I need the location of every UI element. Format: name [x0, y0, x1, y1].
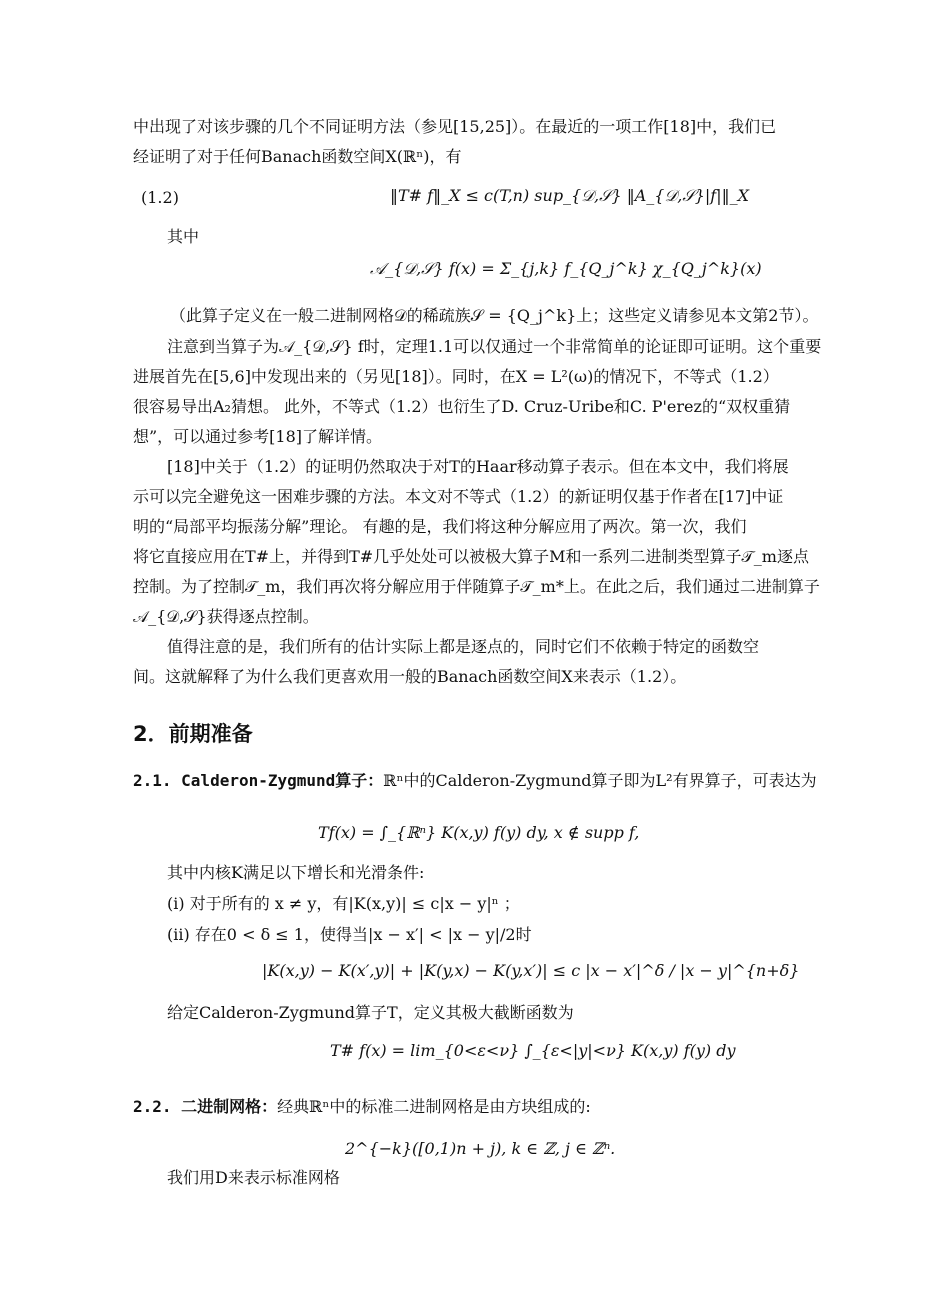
text-line: 我们用D来表示标准网格 [167, 1168, 340, 1187]
text-line: 𝒜_{𝒟,𝒮}获得逐点控制。 [133, 607, 319, 626]
text-line: 将它直接应用在T#上，并得到T#几乎处处可以被极大算子M和一系列二进制类型算子𝒯_m逐点 [133, 547, 809, 566]
subsection-text: 经典ℝⁿ中的标准二进制网格是由方块组成的: [277, 1097, 591, 1116]
text-line: 其中 [167, 227, 200, 246]
text-line: 给定Calderon-Zygmund算子T，定义其极大截断函数为 [167, 1003, 574, 1022]
equation-number: (1.2) [141, 188, 179, 207]
equation-1-2: ‖T# f‖_X ≤ c(T,n) sup_{𝒟,𝒮} ‖A_{𝒟,𝒮}|f|‖_X [390, 186, 749, 205]
subsection-label: 2.1. Calderon-Zygmund算子： [133, 771, 384, 790]
text-line: 中出现了对该步骤的几个不同证明方法（参见[15,25]）。在最近的一项工作[18]中，我们已 [133, 117, 777, 136]
text-line: 想”，可以通过参考[18]了解详情。 [133, 427, 383, 446]
text-line: 明的“局部平均振荡分解”理论。 有趣的是，我们将这种分解应用了两次。第一次，我们 [133, 517, 747, 536]
text-line: （此算子定义在一般二进制网格𝒟的稀疏族𝒮 = {Q_j^k}上；这些定义请参见本文第2节）。 [170, 306, 819, 325]
text-line: 经证明了对于任何Banach函数空间X(ℝⁿ)，有 [133, 147, 462, 166]
condition-smoothness: (ii) 存在0 < δ ≤ 1，使得当|x − x′| < |x − y|/2时 [167, 925, 532, 944]
equation-cz-operator: Tf(x) = ∫_{ℝⁿ} K(x,y) f(y) dy, x ∉ supp f, [318, 823, 640, 842]
text-line: 值得注意的是，我们所有的估计实际上都是逐点的，同时它们不依赖于特定的函数空 [167, 637, 760, 656]
text-line: 进展首先在[5,6]中发现出来的（另见[18]）。同时，在X = L²(ω)的情况下，不等式（1.2） [133, 367, 779, 386]
text-line: 很容易导出A₂猜想。 此外，不等式（1.2）也衍生了D. Cruz-Uribe和C. P'erez的“双权重猜 [133, 397, 791, 416]
text-line: 间。这就解释了为什么我们更喜欢用一般的Banach函数空间X来表示（1.2）。 [133, 667, 687, 686]
equation-smoothness: |K(x,y) − K(x′,y)| + |K(y,x) − K(y,x′)| ≤ c |x − x′|^δ / |x − y|^{n+δ} [262, 961, 800, 980]
equation-dyadic-cubes: 2^{−k}([0,1)n + j), k ∈ ℤ, j ∈ ℤⁿ. [345, 1139, 616, 1158]
text-line: [18]中关于（1.2）的证明仍然取决于对T的Haar移动算子表示。但在本文中，我们将展 [167, 457, 789, 476]
equation-maximal-truncation: T# f(x) = lim_{0<ε<ν} ∫_{ε<|y|<ν} K(x,y) f(y) dy [330, 1041, 736, 1060]
subsection-text: ℝⁿ中的Calderon-Zygmund算子即为L²有界算子，可表达为 [383, 771, 817, 790]
subsection-2-1 [133, 770, 817, 792]
section-heading: 2．前期准备 [133, 722, 253, 746]
text-line: 其中内核K满足以下增长和光滑条件: [167, 863, 425, 882]
subsection-2-2 [133, 1096, 591, 1118]
text-line: 示可以完全避免这一困难步骤的方法。本文对不等式（1.2）的新证明仅基于作者在[17]中证 [133, 487, 784, 506]
text-line: 注意到当算子为𝒜_{𝒟,𝒮} f时，定理1.1可以仅通过一个非常简单的论证即可证明。这个重要 [167, 337, 822, 356]
condition-growth: (i) 对于所有的 x ≠ y，有|K(x,y)| ≤ c|x − y|ⁿ ； [167, 894, 520, 913]
subsection-label: 2.2. 二进制网格： [133, 1097, 278, 1116]
text-line: 控制。为了控制𝒯_m，我们再次将分解应用于伴随算子𝒯_m*上。在此之后，我们通过二进制算子 [133, 577, 820, 596]
equation-averaging-operator: 𝒜_{𝒟,𝒮} f(x) = Σ_{j,k} f_{Q_j^k} χ_{Q_j^k}(x) [370, 259, 762, 278]
